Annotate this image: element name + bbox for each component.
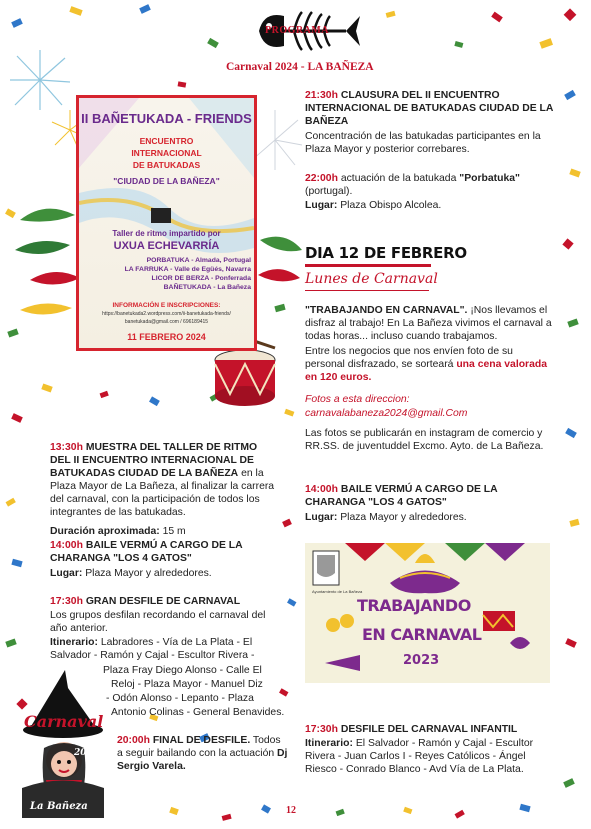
- trabajando-description: [305, 304, 555, 343]
- poster-city: "CIUDAD DE LA BAÑEZA": [113, 176, 220, 186]
- event-duration: [50, 525, 278, 538]
- event-baile-vermu-1: [50, 539, 278, 565]
- poster-group-1: PORBATUKA - Almada, Portugal: [146, 257, 251, 264]
- fotos-text: Las fotos se publicarán en instagram de comercio y RR.SS. de juventuddel Excmo. Ayto. de La Bañeza.: [305, 428, 544, 452]
- event-porbatuka: [305, 172, 555, 198]
- event-time: 17:30h: [50, 596, 83, 607]
- event-title: DESFILE DEL CARNAVAL INFANTIL: [340, 724, 518, 735]
- event-title: BAILE VERMÚ A CARGO DE LA CHARANGA "LOS 4 GATOS": [50, 540, 243, 564]
- batukada-name: "Porbatuka": [459, 173, 520, 184]
- duration-label: Duración aproximada:: [50, 526, 160, 537]
- event-pre: actuación de la batukada: [340, 173, 457, 184]
- prize-text: Entre los negocios que nos envíen foto de su personal disfrazado, se sorteará: [305, 346, 513, 370]
- lugar-label: Lugar:: [305, 512, 338, 523]
- event-lugar-2: [305, 199, 555, 212]
- itinerario-value: El Salvador - Ramón y Cajal - Escultor Rivera - Juan Carlos I - Reyes Católicos - Ángel Riesco - Conrado Blanco - Avd Vía de La Plata.: [305, 738, 534, 775]
- day-underline: [305, 264, 431, 267]
- itinerario-line-4: Antonio Colinas - General Benavides.: [111, 707, 285, 718]
- event-time: 14:00h: [50, 540, 83, 551]
- itinerario-value: Labradores - Vía de La Plata - El Salvador - Ramón y Cajal - Escultor Rivera -: [50, 637, 255, 661]
- itinerario-line-2: Reloj - Plaza Mayor - Manuel Diz: [111, 679, 263, 690]
- event-description: Todos a seguir bailando con la actuación: [117, 735, 281, 759]
- poster-group-4: BAÑETUKADA - La Bañeza: [163, 284, 251, 291]
- poster-sub3: DE BATUKADAS: [132, 160, 201, 170]
- fotos-email-link[interactable]: carnavalabaneza2024@gmail.Com: [305, 408, 468, 419]
- batukada-poster: [76, 95, 257, 351]
- weekday-heading: Lunes de Carnaval: [305, 271, 438, 287]
- trabajando-banner: [305, 543, 550, 683]
- poster-info2: https://banetukada2.wordpress.com/ii-banetukada-friends/: [102, 311, 231, 317]
- poster-sub2: INTERNACIONAL: [131, 148, 202, 158]
- event-desfile-infantil: [305, 723, 555, 736]
- lugar-label: Lugar:: [305, 200, 338, 211]
- banner-ayuntamiento: Ayuntamiento de La Bañeza: [312, 589, 363, 594]
- lugar-value: Plaza Obispo Alcolea.: [340, 200, 442, 211]
- event-itinerario: [50, 636, 278, 662]
- poster-group-2: LA FARRUKA - Valle de Egüés, Navarra: [124, 266, 251, 273]
- dj-name: Dj Sergio Varela.: [117, 748, 288, 772]
- trabajando-title: "TRABAJANDO EN CARNAVAL".: [305, 305, 468, 316]
- event-gran-desfile: [50, 595, 278, 608]
- witch-year: 2024: [74, 748, 100, 758]
- page-number: 12: [286, 805, 296, 816]
- event-time: 20:00h: [117, 735, 150, 746]
- trabajando-prize: [305, 345, 555, 384]
- event-lugar-3: [305, 511, 555, 524]
- witch-text-labaneza: La Bañeza: [30, 801, 88, 812]
- itinerario-label: Itinerario:: [50, 637, 98, 648]
- event-time: 14:00h: [305, 484, 338, 495]
- poster-taller: Taller de ritmo impartido por: [112, 229, 221, 238]
- event-title: MUESTRA DEL TALLER DE RITMO DEL II ENCUENTRO INTERNACIONAL DE BATUKADAS CIUDAD DE LA BAÑEZA: [50, 442, 258, 479]
- itinerario-line-1: Plaza Fray Diego Alonso - Calle El: [103, 665, 262, 676]
- event-time: 21:30h: [305, 90, 338, 101]
- witch-illustration: [20, 668, 106, 818]
- event-post: (portugal).: [305, 186, 353, 197]
- event-time: 22:00h: [305, 173, 338, 184]
- poster-info1: INFORMACIÓN E INSCRIPCIONES:: [112, 302, 221, 309]
- event-description: en la Plaza Mayor de La Bañeza, al finalizar la carrera del carnaval, con la participación de todos los integrantes de las batukadas.: [50, 468, 275, 518]
- fotos-label: Fotos a esta direccion:: [305, 394, 410, 405]
- trabajando-text: ¡Nos llevamos el disfraz al trabajo! En La Bañeza vivimos el carnaval a todas horas... incluso cuando trabajamos.: [305, 305, 552, 342]
- event-final-desfile: [117, 734, 289, 773]
- event-description: Concentración de las batukadas participantes en la Plaza Mayor y posterior correbares.: [305, 131, 541, 155]
- lugar-value: Plaza Mayor y alrededores.: [340, 512, 467, 523]
- header-programa: PROGRAMA: [265, 25, 329, 36]
- event-description: Los grupos desfilan recordando el carnaval del año anterior.: [50, 610, 266, 634]
- poster-sub1: ENCUENTRO: [139, 136, 194, 146]
- poster-group-3: LICOR DE BERZA - Ponferrada: [151, 275, 251, 282]
- poster-title: II BAÑETUKADA - FRIENDS: [81, 111, 252, 126]
- poster-info3: banetukada@gmail.com / 696189415: [124, 319, 209, 325]
- event-itinerario-infantil: [305, 737, 555, 776]
- day-heading: DIA 12 DE FEBRERO: [305, 244, 467, 262]
- event-clausura: [305, 89, 555, 128]
- event-muestra-taller: [50, 441, 278, 519]
- banner-title-1: TRABAJANDO: [357, 596, 471, 615]
- banner-year: 2023: [403, 653, 440, 668]
- lugar-value: Plaza Mayor y alrededores.: [85, 568, 212, 579]
- header-subtitle: Carnaval 2024 - LA BAÑEZA: [226, 61, 374, 73]
- event-title: BAILE VERMÚ A CARGO DE LA CHARANGA "LOS 4 GATOS": [305, 484, 498, 508]
- prize-value: una cena valorada en 120 euros.: [305, 359, 547, 383]
- event-baile-vermu-2: [305, 483, 555, 509]
- itinerario-line-3: - Odón Alonso - Lepanto - Plaza: [106, 693, 254, 704]
- witch-text-carnaval: Carnaval: [24, 712, 104, 731]
- poster-date: 11 FEBRERO 2024: [127, 332, 206, 342]
- event-time: 13:30h: [50, 442, 83, 453]
- carnaval-witch-logo: [20, 668, 106, 818]
- duration-value: 15 m: [162, 526, 186, 537]
- event-title: GRAN DESFILE DE CARNAVAL: [85, 596, 241, 607]
- weekday-underline: [305, 290, 429, 291]
- event-title: CLAUSURA DEL II ENCUENTRO INTERNACIONAL DE BATUKADAS CIUDAD DE LA BAÑEZA: [305, 90, 554, 127]
- poster-name: UXUA ECHEVARRÍA: [113, 240, 220, 252]
- event-time: 17:30h: [305, 724, 338, 735]
- itinerario-label: Itinerario:: [305, 738, 353, 749]
- event-lugar-1: [50, 567, 278, 580]
- event-title: FINAL DE DESFILE.: [152, 735, 251, 746]
- lugar-label: Lugar:: [50, 568, 83, 579]
- banner-title-2: EN CARNAVAL: [362, 625, 482, 644]
